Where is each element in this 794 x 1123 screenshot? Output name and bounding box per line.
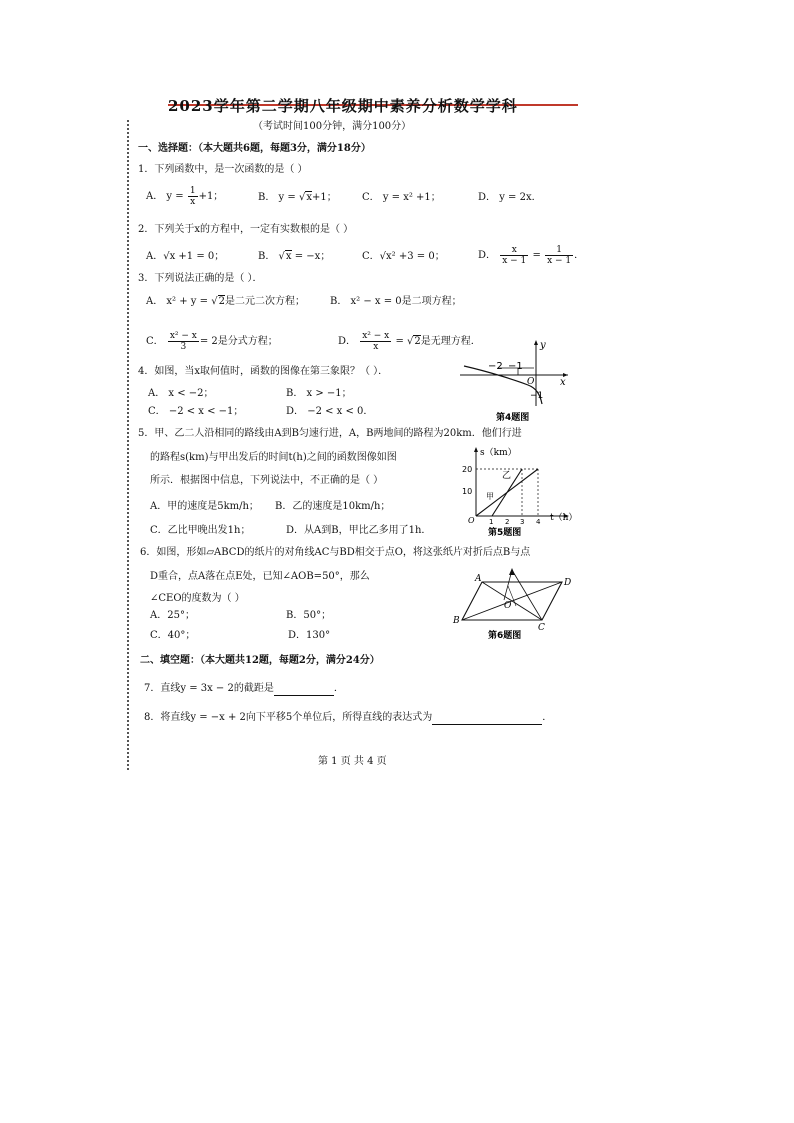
q8-text: 8．将直线y = −x + 2向下平移5个单位后，所得直线的表达式为 ． bbox=[144, 712, 553, 723]
q3-option-b: B． x² − x = 0是二项方程； bbox=[330, 296, 462, 307]
q6-line1: 6．如图，形如▱ABCD的纸片的对角线AC与BD相交于点O，将这张纸片对折后点B与点 bbox=[140, 547, 531, 558]
q8-answer-blank[interactable] bbox=[432, 710, 542, 725]
q1-option-d: D． y = 2x． bbox=[478, 192, 542, 203]
q5-x-axis-label: t（h） bbox=[550, 513, 578, 523]
q3-stem: 3．下列说法正确的是（ ）． bbox=[138, 273, 263, 284]
q4-option-c: C． −2 < x < −1； bbox=[148, 406, 244, 417]
q6-figure bbox=[448, 566, 576, 640]
q6-label-B: B bbox=[453, 616, 460, 626]
q6-label-A: A bbox=[475, 574, 482, 584]
q5-option-d: D．从A到B，甲比乙多用了1h． bbox=[286, 525, 432, 536]
q4-y-intercept: −1 bbox=[530, 391, 544, 401]
q5-option-b: B．乙的速度是10km/h； bbox=[275, 501, 391, 512]
q6-line3: ∠CEO的度数为（ ） bbox=[150, 593, 245, 604]
section2-heading: 二、填空题：（本大题共12题，每题2分，满分24分） bbox=[140, 655, 380, 666]
q5-label-yi: 乙 bbox=[502, 471, 512, 481]
q5-origin: O bbox=[468, 516, 475, 525]
q6-option-a: A．25°； bbox=[150, 610, 195, 621]
q5-label-jia: 甲 bbox=[486, 492, 494, 501]
section1-heading: 一、选择题：（本大题共6题，每题3分，满分18分） bbox=[138, 143, 371, 154]
q5-option-c: C．乙比甲晚出发1h； bbox=[150, 525, 251, 536]
q1-option-b: B． y = √x+1； bbox=[258, 192, 337, 203]
q2-option-a: A．√x +1 = 0； bbox=[146, 251, 225, 262]
q5-x4: 4 bbox=[536, 518, 541, 526]
page-subtitle: （考试时间100分钟，满分100分） bbox=[253, 121, 412, 132]
q1-stem: 1．下列函数中，是一次函数的是（ ） bbox=[138, 164, 308, 175]
q2-option-c: C．√x² +3 = 0； bbox=[362, 251, 445, 262]
q7-answer-blank[interactable] bbox=[274, 681, 334, 696]
q4-option-d: D． −2 < x < 0． bbox=[286, 406, 374, 417]
q6-option-d: D．130° bbox=[288, 630, 331, 641]
q5-caption: 第5题图 bbox=[488, 528, 522, 536]
q5-y-axis-label: s（km） bbox=[480, 448, 517, 458]
q4-y-label: y bbox=[540, 340, 546, 351]
q4-origin: O bbox=[527, 377, 535, 387]
q7-text: 7．直线y = 3x − 2的截距是 ． bbox=[144, 683, 344, 694]
q6-caption: 第6题图 bbox=[488, 631, 522, 640]
q5-x1: 1 bbox=[489, 518, 494, 526]
q4-stem: 4．如图，当x取何值时，函数的图像在第三象限？（ ）． bbox=[138, 366, 389, 377]
q4-x-label: x bbox=[560, 377, 566, 388]
q6-label-D: D bbox=[564, 578, 572, 588]
q5-y20: 20 bbox=[462, 465, 473, 474]
q6-option-b: B．50°； bbox=[286, 610, 332, 621]
q5-x3: 3 bbox=[520, 518, 525, 526]
q2-stem: 2．下列关于x的方程中，一定有实数根的是（ ） bbox=[138, 224, 354, 235]
q4-option-b: B． x > −1； bbox=[286, 388, 352, 399]
q5-option-a: A．甲的速度是5km/h； bbox=[150, 501, 259, 512]
q6-line2: D重合，点A落在点E处，已知∠AOB=50°，那么 bbox=[150, 571, 370, 582]
binding-dotted-line bbox=[127, 120, 129, 770]
q4-caption: 第4题图 bbox=[496, 413, 530, 423]
q6-option-c: C．40°； bbox=[150, 630, 196, 641]
q2-option-b: B． √x = −x； bbox=[258, 251, 331, 262]
page-footer: 第 1 页 共 4 页 bbox=[318, 756, 387, 767]
q6-label-C: C bbox=[538, 623, 545, 633]
q5-line1: 5．甲、乙二人沿相同的路线由A到B匀速行进，A，B两地间的路程为20km．他们行进 bbox=[138, 428, 522, 439]
q4-figure bbox=[460, 338, 570, 424]
q2-option-d: D． $\frac{x}{x - 1}$ = $\frac{1}{x - 1}$ ． bbox=[478, 245, 585, 266]
q1-a-fraction: $\frac{1}{x}$ bbox=[189, 186, 196, 207]
page-title: 2023学年第二学期八年级期中素养分析数学学科 bbox=[168, 97, 518, 115]
q5-line2: 的路程s(km)与甲出发后的时间t(h)之间的函数图像如图 bbox=[150, 452, 397, 463]
q4-tick-neg1: −1 bbox=[508, 361, 523, 372]
q1-option-a: A． y = $\frac{1}{x}$ +1； bbox=[146, 186, 224, 207]
q4-tick-neg2: −2 bbox=[488, 361, 503, 372]
q4-option-a: A． x < −2； bbox=[148, 388, 214, 399]
q6-label-O: O bbox=[504, 601, 512, 611]
q3-option-d: D． $\frac{\text{x² − x}}{x}$ = √2是无理方程． bbox=[338, 331, 481, 352]
q3-option-c: C． $\frac{\text{x² − x}}{3}$ = 2是分式方程； bbox=[146, 331, 278, 352]
q5-y10: 10 bbox=[462, 487, 473, 496]
q5-figure bbox=[458, 444, 586, 536]
q3-option-a: A． x² + y = √2是二元二次方程； bbox=[146, 296, 305, 307]
q5-x2: 2 bbox=[505, 518, 510, 526]
q1-option-c: C． y = x² +1； bbox=[362, 192, 441, 203]
q5-line3: 所示．根据图中信息，下列说法中，不正确的是（ ） bbox=[150, 475, 384, 486]
